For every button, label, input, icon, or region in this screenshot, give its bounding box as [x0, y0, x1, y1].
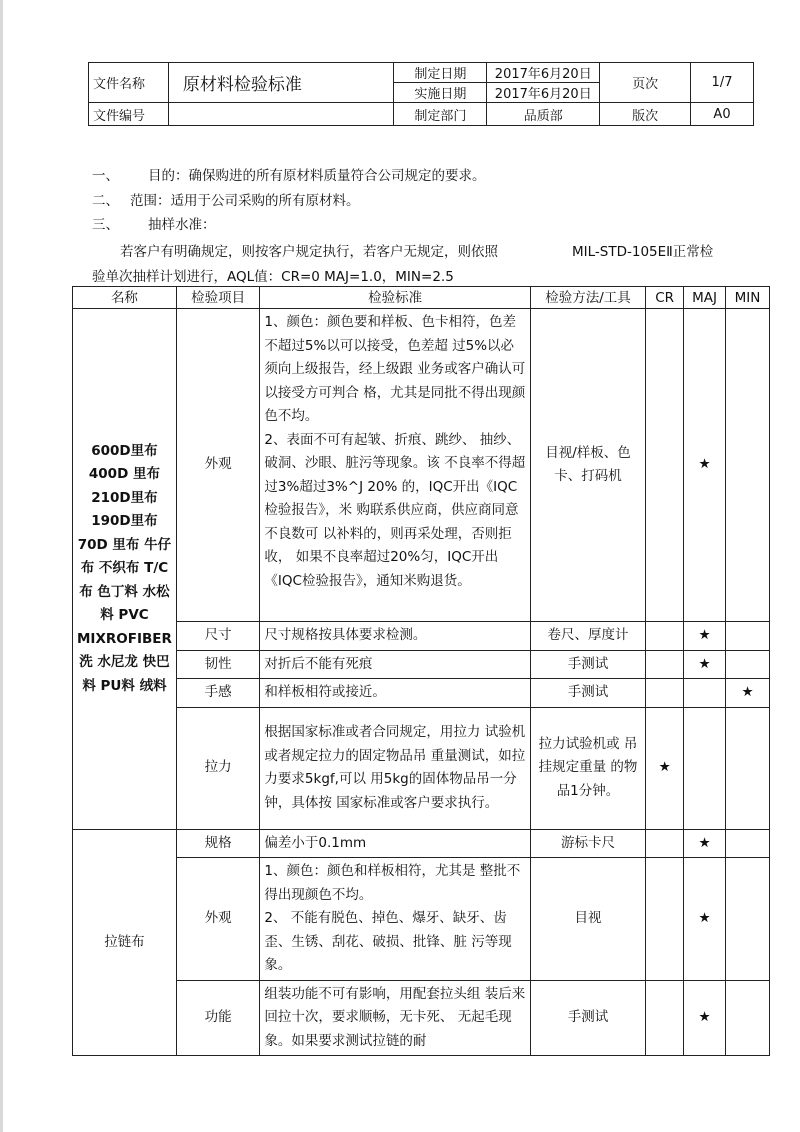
- inspection-item: 规格: [176, 829, 260, 858]
- cr-star: ★: [646, 707, 684, 829]
- page-number: 1/7: [691, 63, 754, 103]
- sampling-paragraph-line-1: 若客户有明确规定，则按客户规定执行，若客户无规定，则依照: [120, 244, 498, 260]
- doc-name-label: 文件名称: [89, 63, 169, 103]
- doc-no-label: 文件编号: [89, 103, 169, 126]
- table-header-row: [73, 287, 770, 309]
- col-header-method: 检验方法/工具: [530, 287, 645, 309]
- inspection-method: 拉力试验机或 吊挂规定重量 的物品1分钟。: [530, 707, 645, 829]
- table-row: [73, 858, 770, 981]
- inspection-table: [72, 286, 770, 1056]
- inspection-item: 手感: [176, 679, 260, 708]
- inspection-method: 目视/样板、色卡、打码机: [530, 309, 645, 622]
- inspection-item: 外观: [176, 858, 260, 981]
- version-label: 版次: [600, 103, 691, 126]
- section-3-text: 抽样水准：: [148, 217, 216, 233]
- cr-cell: [646, 679, 684, 708]
- inspection-standard: 组装功能不可有影响，用配套拉头组 装后来回拉十次，要求顺畅，无卡死、 无起毛现象。如果要求测试拉链的耐: [260, 980, 530, 1056]
- min-star: ★: [726, 679, 770, 708]
- sampling-paragraph-line-2: 验单次抽样计划进行，AQL值：CR=0 MAJ=1.0，MIN=2.5: [92, 269, 454, 285]
- table-row: [73, 829, 770, 858]
- min-cell: [726, 707, 770, 829]
- col-header-min: MIN: [726, 287, 770, 309]
- section-2-number: 二、: [92, 193, 119, 209]
- inspection-standard: 1、颜色：颜色和样板相符，尤其是 整批不得出现颜色不均。 2、 不能有脱色、掉色、爆牙、缺牙、齿歪、生锈、刮花、破损、批锋、脏 污等现象。: [260, 858, 530, 981]
- document-header-table: [88, 62, 754, 126]
- section-1-text: 目的：确保购进的所有原材料质量符合公司规定的要求。: [148, 168, 486, 184]
- section-3-number: 三、: [92, 217, 119, 233]
- impl-date: 2017年6月20日: [487, 83, 600, 103]
- min-cell: [726, 980, 770, 1056]
- maj-star: ★: [684, 650, 726, 679]
- inspection-standard: 根据国家标准或者合同规定，用拉力 试验机或者规定拉力的固定物品吊 重量测试，如拉力要求5kgf,可以 用5kg的固体物品吊一分钟，具体按 国家标准或客户要求执行。: [260, 707, 530, 829]
- maj-star: ★: [684, 622, 726, 651]
- doc-no-value: [168, 103, 394, 126]
- cr-cell: [646, 309, 684, 622]
- inspection-method: 手测试: [530, 679, 645, 708]
- table-row: [73, 980, 770, 1056]
- inspection-method: 目视: [530, 858, 645, 981]
- made-date-label: 制定日期: [394, 63, 487, 83]
- cr-cell: [646, 622, 684, 651]
- dept: 品质部: [487, 103, 600, 126]
- maj-cell: [684, 679, 726, 708]
- cr-cell: [646, 650, 684, 679]
- maj-cell: [684, 707, 726, 829]
- table-row: [73, 707, 770, 829]
- inspection-item: 尺寸: [176, 622, 260, 651]
- table-row: [73, 309, 770, 622]
- section-2-text: 范围：适用于公司采购的所有原材料。: [130, 193, 360, 209]
- col-header-name: 名称: [73, 287, 177, 309]
- cr-cell: [646, 858, 684, 981]
- page-left-edge: [0, 0, 3, 1132]
- sampling-standard: MIL-STD-105EⅡ正常检: [572, 244, 714, 260]
- material-group-name: 拉链布: [73, 829, 177, 1056]
- cr-cell: [646, 829, 684, 858]
- inspection-item: 功能: [176, 980, 260, 1056]
- col-header-maj: MAJ: [684, 287, 726, 309]
- inspection-method: 手测试: [530, 650, 645, 679]
- inspection-item: 外观: [176, 309, 260, 622]
- inspection-standard: 偏差小于0.1mm: [260, 829, 530, 858]
- made-date: 2017年6月20日: [487, 63, 600, 83]
- min-cell: [726, 622, 770, 651]
- inspection-standard: 1、颜色：颜色要和样板、色卡相符，色差不超过5%以可以接受，色差超 过5%以必须向上级报告，经上级跟 业务或客户确认可以接受方可判合 格，尤其是同批不得出现颜色不均。 2、表面不可有起皱、折痕、跳纱、 抽纱、破洞、沙眼、脏污等现象。该 不良率不得超过3%超过3%^J 20% 的，IQC开出《IQC检验报告》，米 购联系供应商，供应商同意不良数可 以补料的，则再采处理，否则拒收， 如果不良率超过20%匀，IQC开出 《IQC检验报告》，通知米购退货。: [260, 309, 530, 622]
- cr-cell: [646, 980, 684, 1056]
- page-label: 页次: [600, 63, 691, 103]
- inspection-standard: 和样板相符或接近。: [260, 679, 530, 708]
- min-cell: [726, 858, 770, 981]
- version: A0: [691, 103, 754, 126]
- maj-star: ★: [684, 829, 726, 858]
- inspection-method: 卷尺、厚度计: [530, 622, 645, 651]
- inspection-item: 拉力: [176, 707, 260, 829]
- table-row: [73, 622, 770, 651]
- min-cell: [726, 650, 770, 679]
- maj-star: ★: [684, 858, 726, 981]
- table-row: [73, 679, 770, 708]
- maj-star: ★: [684, 309, 726, 622]
- col-header-item: 检验项目: [176, 287, 260, 309]
- table-row: [73, 650, 770, 679]
- maj-star: ★: [684, 980, 726, 1056]
- material-group-name: 600D里布 400D 里布 210D里布 190D里布 70D 里布 牛仔布 不织布 T/C布 色丁料 水松料 PVC MIXROFIBER 洗 水尼龙 快巴料 PU料 绒料: [73, 309, 177, 830]
- inspection-method: 游标卡尺: [530, 829, 645, 858]
- section-1-number: 一、: [92, 168, 119, 184]
- doc-name: 原材料检验标准: [168, 63, 394, 103]
- inspection-standard: 对折后不能有死痕: [260, 650, 530, 679]
- min-cell: [726, 309, 770, 622]
- impl-date-label: 实施日期: [394, 83, 487, 103]
- dept-label: 制定部门: [394, 103, 487, 126]
- inspection-item: 韧性: [176, 650, 260, 679]
- inspection-standard: 尺寸规格按具体要求检测。: [260, 622, 530, 651]
- min-cell: [726, 829, 770, 858]
- inspection-method: 手测试: [530, 980, 645, 1056]
- col-header-standard: 检验标准: [260, 287, 530, 309]
- col-header-cr: CR: [646, 287, 684, 309]
